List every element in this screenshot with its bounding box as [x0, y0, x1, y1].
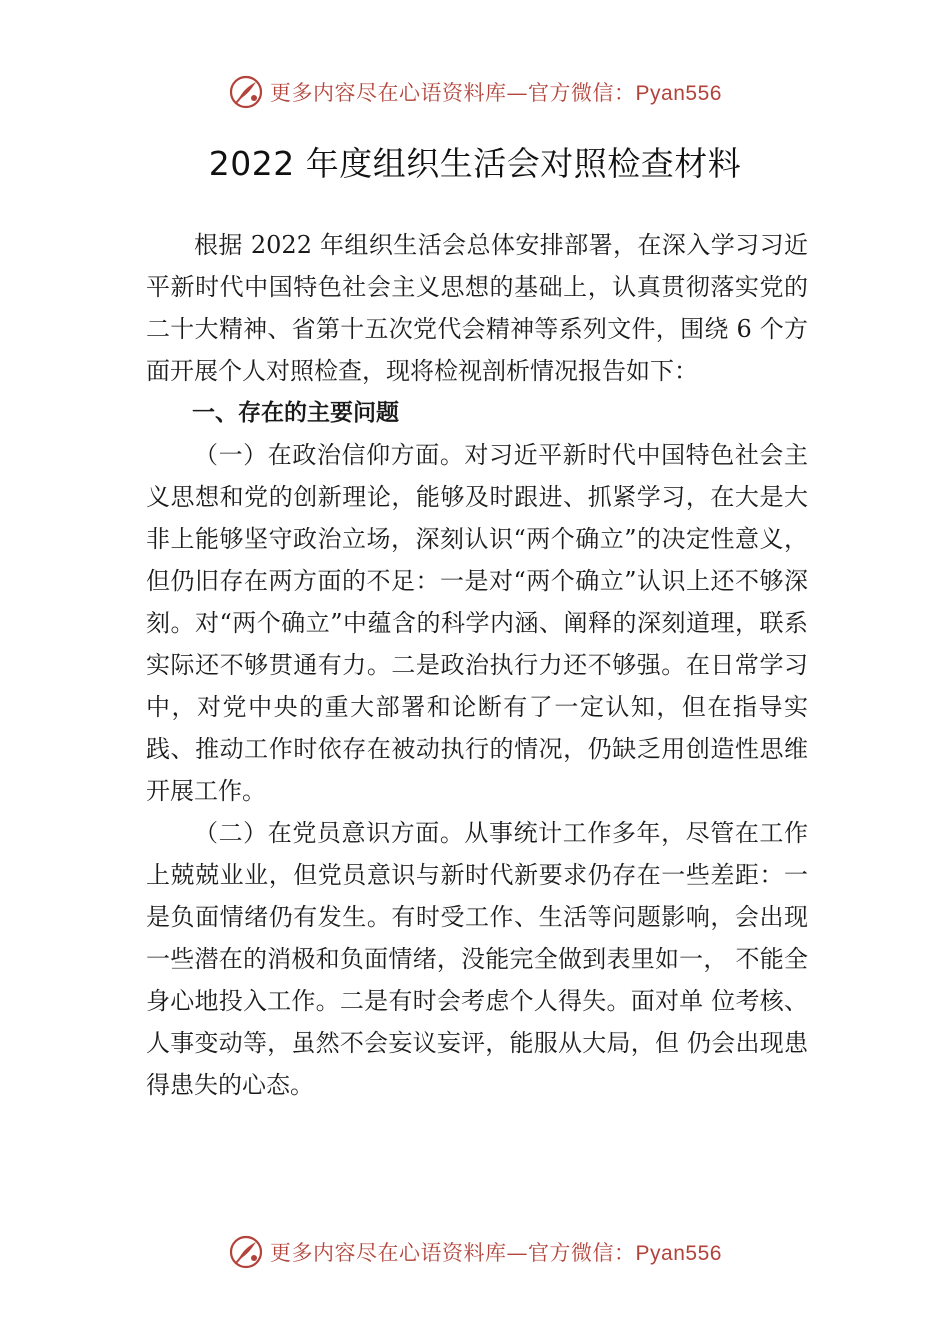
intro-paragraph: 根据 2022 年组织生活会总体安排部署，在深入学习习近平新时代中国特色社会主义思想的基础上，认真贯彻落实党的二十大精神、省第十五次党代会精神等系列文件，围绕 6 个方面开展个人对照检查，现将检视剖析情况报告如下： — [146, 231, 808, 385]
quill-circle-logo-icon — [228, 74, 264, 110]
banner-text: 更多内容尽在心语资料库—官方微信：Pyan556 — [270, 81, 722, 105]
footer-banner — [0, 1232, 950, 1272]
header-banner — [0, 72, 950, 112]
document-body — [146, 224, 808, 1106]
banner-text: 更多内容尽在心语资料库—官方微信：Pyan556 — [270, 1241, 722, 1265]
section-heading: 一、存在的主要问题 — [192, 400, 399, 426]
paragraph-political-belief: （一）在政治信仰方面。对习近平新时代中国特色社会主义思想和党的创新理论，能够及时跟进、抓紧学习，在大是大非上能够坚守政治立场，深刻认识“两个确立”的决定性意义，但仍旧存在两方面的不足：一是对“两个确立”认识上还不够深刻。对“两个确立”中蕴含的科学内涵、阐释的深刻道理，联系实际还不够贯通有力。二是政治执行力还不够强。在日常学习中，对党中央的重大部署和论断有了一定认知，但在指导实践、推动工作时依存在被动执行的情况，仍缺乏用创造性思维开展工作。 — [146, 441, 808, 805]
document-title: 2022 年度组织生活会对照检查材料 — [208, 144, 742, 183]
wechat-id: Pyan556 — [635, 82, 722, 105]
wechat-id: Pyan556 — [635, 1242, 722, 1265]
paragraph-party-awareness: （二）在党员意识方面。从事统计工作多年，尽管在工作上兢兢业业，但党员意识与新时代新要求仍存在一些差距：一是负面情绪仍有发生。有时受工作、生活等问题影响，会出现一些潜在的消极和负面情绪，没能完全做到表里如一， 不能全身心地投入工作。二是有时会考虑个人得失。面对单 位考核、人事变动等，虽然不会妄议妄评，能服从大局，但 仍会出现患得患失的心态。 — [146, 819, 808, 1099]
quill-circle-logo-icon — [228, 1234, 264, 1270]
